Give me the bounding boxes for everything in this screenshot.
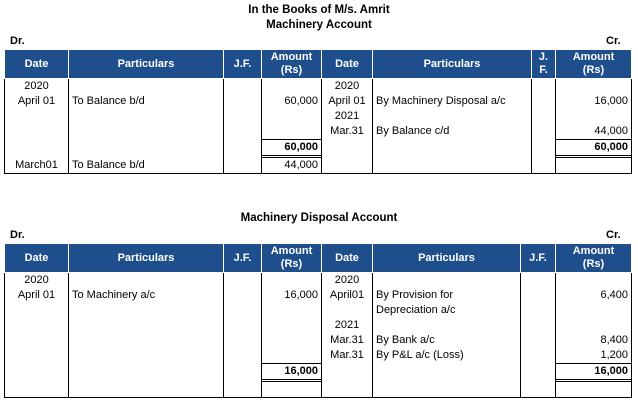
header-row xyxy=(5,50,632,79)
cr-amount xyxy=(556,79,632,95)
dr-date xyxy=(5,333,69,348)
cr-date: Mar.31 xyxy=(322,333,373,348)
cr-particulars: By Bank a/c xyxy=(373,333,521,348)
dr-amount: 60,000 xyxy=(262,94,322,109)
table-row xyxy=(5,79,632,95)
col-particulars: Particulars xyxy=(69,50,224,79)
cr-jf xyxy=(521,303,556,318)
cr-jf xyxy=(521,333,556,348)
dr-date: 2020 xyxy=(5,273,69,289)
dr-particulars: To Balance b/d xyxy=(69,94,224,109)
machinery-account-title: Machinery Account xyxy=(266,19,372,31)
cr-jf xyxy=(521,288,556,303)
cr-date: Mar.31 xyxy=(322,124,373,139)
dr-date: 2020 xyxy=(5,79,69,95)
totals-row xyxy=(5,139,632,158)
dr-date: March01 xyxy=(5,158,69,174)
cr-jf xyxy=(521,318,556,333)
cr-particulars: By Balance c/d xyxy=(373,124,532,139)
cr-particulars xyxy=(373,109,532,124)
cr-particulars: By Provision for xyxy=(373,288,521,303)
dr-amount xyxy=(262,124,322,139)
dr-date xyxy=(5,348,69,363)
dr-jf xyxy=(224,94,262,109)
cr-amount xyxy=(556,109,632,124)
cr-amount: 44,000 xyxy=(556,124,632,139)
cr-particulars: By P&L a/c (Loss) xyxy=(373,348,521,363)
books-title: In the Books of M/s. Amrit xyxy=(248,4,390,16)
cr-date: April01 xyxy=(322,288,373,303)
dr-total: 16,000 xyxy=(262,363,321,382)
table-row xyxy=(5,158,632,174)
table-row xyxy=(5,382,632,398)
col-jf: J.F. xyxy=(224,244,262,273)
cr-date: April 01 xyxy=(322,94,373,109)
col-jf: J.F. xyxy=(521,244,556,273)
dr-jf xyxy=(224,318,262,333)
cr-amount: 8,400 xyxy=(556,333,632,348)
dr-amount xyxy=(262,273,322,289)
dr-amount xyxy=(262,348,322,363)
table-row xyxy=(5,333,632,348)
cr-amount: 16,000 xyxy=(556,94,632,109)
col-date: Date xyxy=(322,50,373,79)
dr-date: April 01 xyxy=(5,94,69,109)
cr-amount: 1,200 xyxy=(556,348,632,363)
cr-jf xyxy=(532,79,556,95)
disposal-account-table xyxy=(4,243,632,398)
header-row xyxy=(5,244,632,273)
col-particulars: Particulars xyxy=(69,244,224,273)
dr-jf xyxy=(224,79,262,95)
cr-jf xyxy=(532,94,556,109)
dr-label: Dr. xyxy=(10,229,25,241)
col-jf: J.F. xyxy=(224,50,262,79)
table-row xyxy=(5,348,632,363)
col-particulars: Particulars xyxy=(373,244,521,273)
dr-jf xyxy=(224,124,262,139)
cr-jf xyxy=(521,348,556,363)
cr-particulars xyxy=(373,318,521,333)
table-row xyxy=(5,109,632,124)
dr-amount: 44,000 xyxy=(262,158,322,174)
dr-particulars xyxy=(69,303,224,318)
totals-row xyxy=(5,363,632,382)
cr-date xyxy=(322,303,373,318)
table-row xyxy=(5,273,632,289)
dr-amount: 16,000 xyxy=(262,288,322,303)
dr-amount xyxy=(262,303,322,318)
col-particulars: Particulars xyxy=(373,50,532,79)
cr-date: 2021 xyxy=(322,318,373,333)
cr-date: 2020 xyxy=(322,273,373,289)
cr-label: Cr. xyxy=(606,35,621,47)
dr-amount xyxy=(262,333,322,348)
dr-particulars xyxy=(69,79,224,95)
dr-jf xyxy=(224,158,262,174)
cr-amount xyxy=(556,318,632,333)
dr-particulars xyxy=(69,273,224,289)
dr-particulars xyxy=(69,124,224,139)
dr-jf xyxy=(224,273,262,289)
table-row xyxy=(5,94,632,109)
dr-jf xyxy=(224,109,262,124)
dr-date xyxy=(5,124,69,139)
dr-date xyxy=(5,303,69,318)
cr-particulars: By Machinery Disposal a/c xyxy=(373,94,532,109)
dr-particulars xyxy=(69,348,224,363)
dr-date: April 01 xyxy=(5,288,69,303)
cr-date: Mar.31 xyxy=(322,348,373,363)
dr-jf xyxy=(224,303,262,318)
dr-particulars xyxy=(69,318,224,333)
dr-date xyxy=(5,109,69,124)
cr-jf xyxy=(532,109,556,124)
col-amount: Amount (Rs) xyxy=(556,244,632,273)
dr-particulars: To Machinery a/c xyxy=(69,288,224,303)
dr-particulars: To Balance b/d xyxy=(69,158,224,174)
col-jf: J. F. xyxy=(532,50,556,79)
col-amount: Amount (Rs) xyxy=(262,244,322,273)
col-amount: Amount (Rs) xyxy=(556,50,632,79)
col-date: Date xyxy=(322,244,373,273)
table-row xyxy=(5,124,632,139)
dr-particulars xyxy=(69,333,224,348)
dr-amount xyxy=(262,109,322,124)
machinery-account-table xyxy=(4,49,632,174)
dr-particulars xyxy=(69,109,224,124)
table-row xyxy=(5,303,632,318)
table-row xyxy=(5,288,632,303)
table-row xyxy=(5,318,632,333)
dr-total: 60,000 xyxy=(262,139,321,158)
cr-particulars xyxy=(373,79,532,95)
cr-total: 16,000 xyxy=(556,363,631,382)
cr-total: 60,000 xyxy=(556,139,631,158)
dr-label: Dr. xyxy=(10,35,25,47)
cr-label: Cr. xyxy=(606,229,621,241)
cr-jf xyxy=(521,273,556,289)
disposal-account-title: Machinery Disposal Account xyxy=(240,212,398,224)
dr-jf xyxy=(224,333,262,348)
cr-particulars xyxy=(373,273,521,289)
cr-amount: 6,400 xyxy=(556,288,632,303)
col-date: Date xyxy=(5,50,69,79)
cr-date: 2021 xyxy=(322,109,373,124)
dr-jf xyxy=(224,288,262,303)
cr-amount xyxy=(556,273,632,289)
col-date: Date xyxy=(5,244,69,273)
cr-jf xyxy=(532,124,556,139)
cr-amount xyxy=(556,303,632,318)
col-amount: Amount (Rs) xyxy=(262,50,322,79)
dr-date xyxy=(5,318,69,333)
cr-date: 2020 xyxy=(322,79,373,95)
dr-jf xyxy=(224,348,262,363)
dr-amount xyxy=(262,318,322,333)
cr-particulars: Depreciation a/c xyxy=(373,303,521,318)
dr-amount xyxy=(262,79,322,95)
